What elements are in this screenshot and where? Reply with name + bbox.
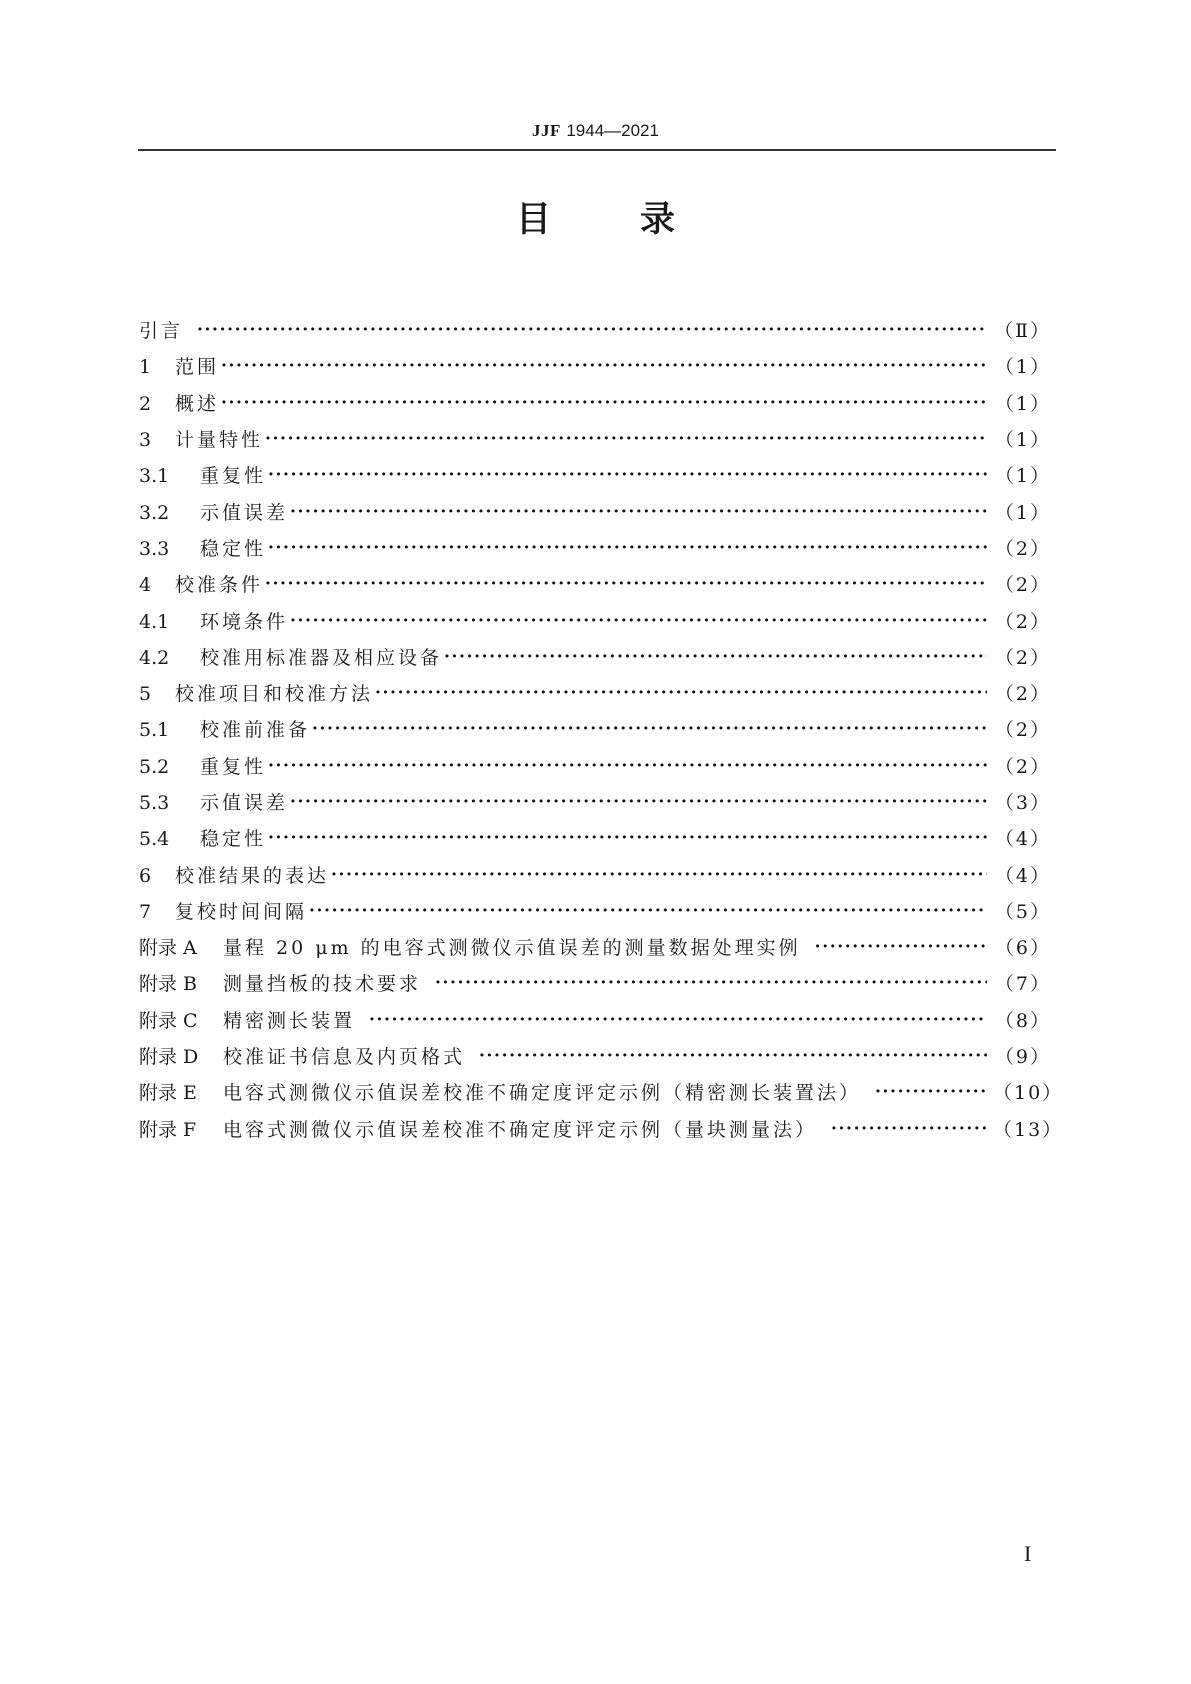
toc-entry-number: 5 [139, 683, 152, 706]
toc-entry-label: 示值误差 [200, 501, 289, 524]
dot-leader [375, 682, 987, 706]
toc-entry-page: （Ⅱ） [994, 320, 1051, 343]
toc-entry-number: 3.1 [139, 465, 170, 488]
toc-entry-label: 复校时间间隔 [175, 900, 308, 923]
toc-entry-number: 3 [139, 429, 152, 452]
dot-leader [268, 755, 987, 779]
toc-entry-page: （3） [994, 792, 1051, 814]
toc-entry-label: 校准用标准器及相应设备 [200, 646, 443, 669]
toc-entry-page: （6） [994, 937, 1051, 960]
toc-entry-number: 附录 D [139, 1046, 199, 1069]
toc-entry-label: 引言 [139, 320, 184, 343]
dot-leader [479, 1045, 987, 1069]
dot-leader [312, 718, 987, 742]
toc-entry-page: （5） [994, 900, 1051, 923]
toc-entry-page: （2） [994, 537, 1051, 560]
toc-entry-number: 3.3 [139, 537, 170, 560]
toc-entry-label: 电容式测微仪示值误差校准不确定度评定示例（精密测长装置法） [223, 1082, 862, 1105]
toc-entry-page: （2） [994, 719, 1051, 742]
dot-leader [435, 972, 987, 996]
toc-entry-page: （10） [993, 1082, 1064, 1105]
toc-entry-label: 计量特性 [175, 429, 264, 452]
toc-entry-appendix-e[interactable] [139, 1075, 1064, 1111]
toc-entry-number: 5.1 [139, 719, 170, 742]
toc-entry-number: 附录 A [139, 937, 197, 960]
toc-entry-label: 重复性 [200, 465, 267, 488]
toc-entry-label: 示值误差 [200, 792, 289, 814]
toc-entry-number: 2 [139, 392, 152, 415]
toc-entry-label: 量程 20 μm 的电容式测微仪示值误差的测量数据处理实例 [223, 937, 801, 960]
toc-entry[interactable] [139, 712, 1051, 748]
toc-entry-number: 附录 B [139, 973, 198, 996]
toc-entry[interactable] [139, 894, 1051, 930]
toc-entry-label: 校准项目和校准方法 [175, 683, 374, 706]
toc-entry-page: （7） [994, 973, 1051, 996]
dot-leader [268, 464, 987, 488]
toc-entry-appendix-f[interactable] [139, 1112, 1064, 1148]
toc-entry-number: 附录 F [139, 1118, 197, 1141]
toc-entry[interactable] [139, 603, 1051, 639]
dot-leader [268, 537, 987, 561]
toc-entry-page: （2） [994, 683, 1051, 706]
dot-leader [309, 900, 987, 924]
toc-entry-label: 校准证书信息及内页格式 [223, 1046, 466, 1069]
toc-entry-number: 4.1 [139, 610, 170, 633]
dot-leader [265, 428, 987, 452]
toc-entry-number: 附录 C [139, 1009, 198, 1032]
toc-entry-label: 稳定性 [200, 537, 267, 560]
dot-leader [197, 319, 987, 343]
dot-leader [331, 864, 987, 888]
dot-leader [221, 392, 987, 416]
toc-entry[interactable] [139, 494, 1051, 530]
toc-entry-page: （2） [994, 646, 1051, 669]
toc-entry[interactable] [139, 458, 1051, 494]
toc-entry-label: 范围 [175, 356, 220, 379]
toc-entry-number: 5.2 [139, 755, 170, 778]
dot-leader [265, 573, 987, 597]
toc-entry-page: （2） [994, 755, 1051, 778]
toc-entry[interactable] [139, 785, 1051, 821]
toc-entry-page: （1） [994, 392, 1051, 415]
toc-entry[interactable] [139, 531, 1051, 567]
toc-entry-page: （1） [994, 465, 1051, 488]
toc-entry[interactable] [139, 567, 1051, 603]
running-header [0, 119, 1191, 143]
dot-leader [268, 827, 987, 851]
toc-entry-label: 精密测长装置 [223, 1009, 356, 1032]
toc-entry-label: 校准结果的表达 [175, 864, 330, 887]
toc-entry[interactable] [139, 422, 1051, 458]
dot-leader [369, 1009, 987, 1033]
toc-entry-page: （4） [994, 828, 1051, 851]
toc-entry-appendix-b[interactable] [139, 966, 1051, 1002]
toc-entry-number: 附录 E [139, 1082, 197, 1105]
toc-entry-intro[interactable] [139, 313, 1051, 349]
toc-entry-page: （4） [994, 864, 1051, 887]
toc-entry-number: 5.4 [139, 828, 170, 851]
dot-leader [444, 646, 987, 670]
page-title-char-2: 录 [640, 200, 676, 240]
toc-entry-number: 4.2 [139, 646, 170, 669]
toc-entry-label: 校准条件 [175, 574, 264, 597]
toc-entry-page: （13） [993, 1118, 1064, 1141]
dot-leader [290, 501, 987, 525]
toc-entry-label: 概述 [175, 392, 220, 415]
toc-entry-page: （2） [994, 610, 1051, 633]
toc-entry-appendix-d[interactable] [139, 1039, 1051, 1075]
toc-entry-page: （8） [994, 1009, 1051, 1032]
toc-entry[interactable] [139, 640, 1051, 676]
toc-entry[interactable] [139, 857, 1051, 893]
toc-entry-number: 6 [139, 864, 152, 887]
toc-entry-number: 5.3 [139, 792, 170, 814]
toc-entry-appendix-c[interactable] [139, 1003, 1051, 1039]
toc-entry[interactable] [139, 386, 1051, 422]
toc-entry-label: 校准前准备 [200, 719, 311, 742]
toc-entry-number: 1 [139, 356, 152, 379]
toc-entry-label: 电容式测微仪示值误差校准不确定度评定示例（量块测量法） [223, 1118, 818, 1141]
standard-code: JJF [532, 121, 561, 140]
dot-leader [221, 355, 987, 379]
toc-entry-number: 4 [139, 574, 152, 597]
toc-entry-label: 重复性 [200, 755, 267, 778]
toc-entry-label: 稳定性 [200, 828, 267, 851]
dot-leader [290, 791, 987, 815]
toc-entry-page: （1） [994, 429, 1051, 452]
dot-leader [290, 610, 987, 634]
dot-leader [875, 1081, 987, 1105]
toc-entry-page: （1） [994, 356, 1051, 379]
table-of-contents [139, 313, 1064, 1148]
toc-entry-label: 环境条件 [200, 610, 289, 633]
toc-entry[interactable] [139, 349, 1051, 385]
header-rule [138, 149, 1056, 151]
page-title-char-1: 目 [516, 200, 552, 240]
toc-entry[interactable] [139, 749, 1051, 785]
toc-entry-number: 7 [139, 900, 152, 923]
toc-entry-page: （9） [994, 1046, 1051, 1069]
toc-entry-page: （1） [994, 501, 1051, 524]
toc-entry-page: （2） [994, 574, 1051, 597]
dot-leader [815, 936, 987, 960]
toc-entry-number: 3.2 [139, 501, 170, 524]
toc-entry[interactable] [139, 676, 1051, 712]
dot-leader [831, 1118, 987, 1142]
page-number: I [1024, 1541, 1032, 1566]
toc-entry[interactable] [139, 821, 1051, 857]
standard-number: 1944—2021 [566, 121, 659, 140]
toc-entry-appendix-a[interactable] [139, 930, 1051, 966]
toc-entry-label: 测量挡板的技术要求 [223, 973, 422, 996]
